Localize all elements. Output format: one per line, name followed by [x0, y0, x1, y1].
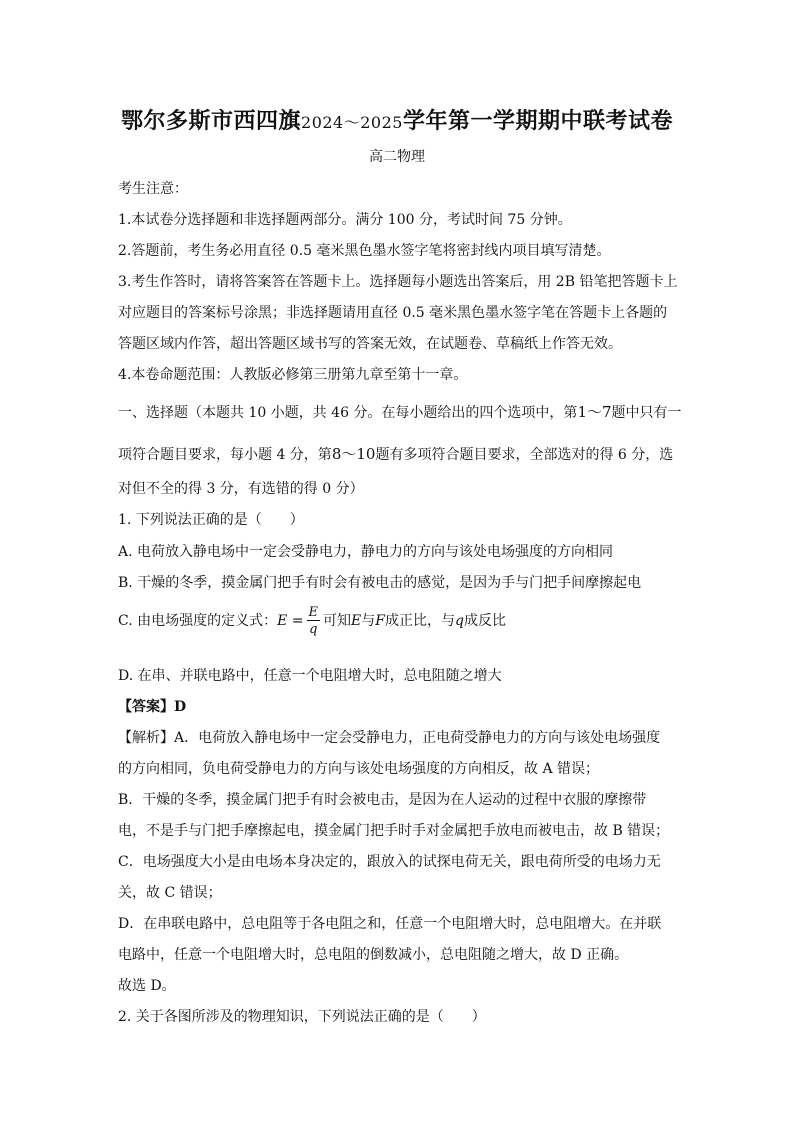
q1-analysis-line: C．电场强度大小是由电场本身决定的，跟放入的试探电荷无关，跟电荷所受的电场力无 [118, 854, 661, 870]
section-intro-line-1 [118, 401, 682, 422]
q1-answer: 【答案】D [118, 699, 187, 715]
notice-item-3-cont2: 答题区域内作答，超出答题区域书写的答案无效，在试题卷、草稿纸上作答无效。 [118, 336, 622, 352]
variable-e: E [351, 613, 362, 629]
q1-analysis-conclusion: 故选 D。 [118, 978, 176, 994]
q1-option-a: A. 电荷放入静电场中一定会受静电力，静电力的方向与该处电场强度的方向相同 [118, 544, 614, 560]
notice-heading: 考生注意： [118, 181, 188, 197]
option-c-text: 成反比 [463, 613, 506, 629]
title-years: 2024～2025 [301, 113, 403, 132]
section-intro-text: 一、选择题（本题共 10 小题，共 46 分。在每小题给出的四个选项中，第 [118, 405, 578, 421]
notice-item-3-cont: 对应题目的答案标号涂黑；非选择题请用直径 0.5 毫米黑色墨水签字笔在答题卡上各题的 [118, 305, 668, 321]
variable-q: q [454, 613, 464, 629]
q1-analysis-line: D．在串联电路中，总电阻等于各电阻之和，任意一个电阻增大时，总电阻增大。在并联 [118, 916, 662, 932]
fraction-numerator: E [308, 605, 319, 620]
q1-analysis-line: 电路中，任意一个电阻增大时，总电阻的倒数减小，总电阻随之增大，故 D 正确。 [118, 947, 629, 963]
option-c-text: 与 [361, 613, 376, 629]
question-range-multi: 8～10 [331, 445, 376, 463]
q1-option-b: B. 干燥的冬季，摸金属门把手有时会有被电击的感觉，是因为手与门把手间摩擦起电 [118, 575, 642, 591]
q1-analysis-line: 电，不是手与门把手摩擦起电，摸金属门把手时手对金属把手放电而被电击，故 B 错误； [118, 823, 670, 839]
notice-item-2: 2.答题前，考生务必用直径 0.5 毫米黑色墨水签字笔将密封线内项目填写清楚。 [118, 243, 611, 259]
section-intro-line-3: 对但不全的得 3 分，有选错的得 0 分） [118, 481, 364, 497]
section-intro-line-2 [118, 443, 673, 464]
q1-analysis-line: B．干燥的冬季，摸金属门把手有时会被电击，是因为在人运动的过程中衣服的摩擦带 [118, 792, 647, 808]
q1-analysis-line: 关，故 C 错误； [118, 885, 222, 901]
q1-option-d: D. 在串、并联电路中，任意一个电阻增大时，总电阻随之增大 [118, 668, 502, 684]
question-range-single: 1～7 [577, 403, 612, 421]
option-c-text: 可知 [323, 613, 352, 629]
q1-analysis-line: 【解析】A．电荷放入静电场中一定会受静电力，正电荷受静电力的方向与该处电场强度 [118, 730, 661, 746]
option-c-text: C. 由电场强度的定义式： [118, 613, 278, 629]
fraction-denominator: q [309, 622, 318, 637]
q1-analysis-line: 的方向相同，负电荷受静电力的方向与该处电场强度的方向相反，故 A 错误； [118, 761, 600, 777]
section-intro-text: 题有多项符合题目要求，全部选对的得 6 分，选 [375, 447, 674, 463]
page-subtitle: 高二物理 [369, 149, 425, 165]
section-intro-text: 项符合题目要求，每小题 4 分，第 [118, 447, 332, 463]
title-suffix: 学年第一学期期中联考试卷 [402, 109, 673, 134]
notice-item-1: 1.本试卷分选择题和非选择题两部分。满分 100 分，考试时间 75 分钟。 [118, 212, 572, 228]
q1-option-c [118, 606, 506, 636]
q1-stem: 1. 下列说法正确的是（ ） [118, 512, 304, 528]
q2-stem: 2. 关于各图所涉及的物理知识，下列说法正确的是（ ） [118, 1009, 486, 1025]
formula-fraction [307, 606, 321, 636]
notice-item-4: 4.本卷命题范围：人教版必修第三册第九章至第十一章。 [118, 367, 468, 383]
variable-f: F [375, 613, 385, 629]
title-prefix: 鄂尔多斯市西四旗 [121, 109, 302, 134]
section-intro-text: 题中只有一 [611, 405, 682, 421]
formula-lhs: E = [277, 613, 304, 629]
notice-item-3: 3.考生作答时，请将答案答在答题卡上。选择题每小题选出答案后，用 2B 铅笔把答题卡上 [118, 274, 678, 290]
page-title [0, 104, 794, 135]
option-c-text: 成正比，与 [384, 613, 455, 629]
